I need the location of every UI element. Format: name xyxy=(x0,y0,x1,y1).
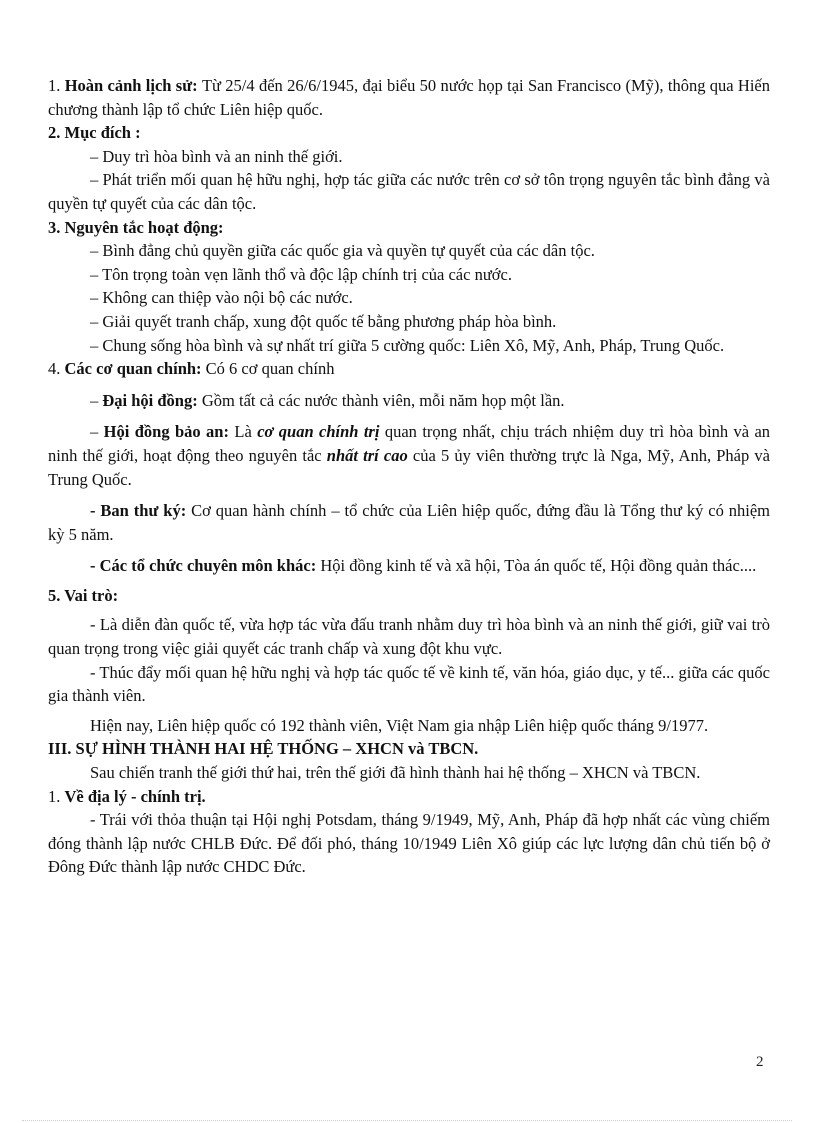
section-4-text: Có 6 cơ quan chính xyxy=(201,359,335,379)
section-3-item-2: – Tôn trọng toàn vẹn lãnh thổ và độc lập chính trị của các nước. xyxy=(90,264,512,284)
item-text: Hội đồng kinh tế và xã hội, Tòa án quốc tế, Hội đồng quản thác.... xyxy=(316,556,757,576)
item-heading: Ban thư ký: xyxy=(100,501,187,521)
dash: - xyxy=(90,556,100,576)
section-III-sub-heading: Về địa lý - chính trị. xyxy=(64,786,206,806)
item-text: Gồm tất cả các nước thành viên, mỗi năm họp một lần. xyxy=(197,390,565,410)
item-heading: Các tổ chức chuyên môn khác: xyxy=(99,556,317,576)
section-III-sub-heading-line xyxy=(48,785,770,809)
dash: – xyxy=(90,390,103,410)
section-2-item-1: – Duy trì hòa bình và an ninh thế giới. xyxy=(90,146,343,166)
item-text: của 5 ủy viên thường trực là Nga, Mỹ, Anh, Pháp và Trung Quốc. xyxy=(48,445,770,489)
emphasis-text: cơ quan chính trị xyxy=(257,422,380,442)
section-4-item-other-organizations xyxy=(48,554,770,578)
document-page xyxy=(48,74,770,879)
item-heading: Đại hội đồng: xyxy=(102,390,198,410)
page-number: 2 xyxy=(756,1054,764,1070)
section-5-heading: 5. Vai trò: xyxy=(48,585,119,605)
section-1-text: Từ 25/4 đến 26/6/1945, đại biểu 50 nước họp tại San Francisco (Mỹ), thông qua Hiến chương thành lập tổ chức Liên hiệp quốc. xyxy=(48,76,770,119)
emphasis-text: nhất trí cao xyxy=(326,445,408,465)
section-III-sub-number: 1. xyxy=(48,786,65,806)
section-5-item-1: - Là diễn đàn quốc tế, vừa hợp tác vừa đấu tranh nhằm duy trì hòa bình và an ninh thế giới, giữ vai trò quan trọng trong việc giải quyết các tranh chấp và xung đột khu vực. xyxy=(48,615,770,659)
section-1-paragraph xyxy=(48,74,770,121)
section-2-item-2: – Phát triển mối quan hệ hữu nghị, hợp tác giữa các nước trên cơ sở tôn trọng nguyên tắc bình đẳng và quyền tự quyết của các dân tộc. xyxy=(48,170,770,213)
section-1-heading: Hoàn cảnh lịch sử: xyxy=(64,76,202,95)
item-text: quan trọng nhất, chịu trách nhiệm duy trì hòa bình và an ninh thế giới, hoạt động theo nguyên tắc xyxy=(48,422,771,465)
section-5-item-3: Hiện nay, Liên hiệp quốc có 192 thành viên, Việt Nam gia nhập Liên hiệp quốc tháng 9/1977. xyxy=(90,715,709,735)
section-3-item-5: – Chung sống hòa bình và sự nhất trí giữa 5 cường quốc: Liên Xô, Mỹ, Anh, Pháp, Trung Quốc. xyxy=(90,335,725,355)
section-3-item-4: – Giải quyết tranh chấp, xung đột quốc tế bằng phương pháp hòa bình. xyxy=(90,311,557,331)
section-1-number: 1. xyxy=(48,76,65,95)
dash: – xyxy=(90,422,104,442)
section-III-intro: Sau chiến tranh thế giới thứ hai, trên thế giới đã hình thành hai hệ thống – XHCN và TBCN. xyxy=(90,763,701,783)
section-III-heading: III. SỰ HÌNH THÀNH HAI HỆ THỐNG – XHCN và TBCN. xyxy=(48,739,479,759)
section-3-heading: 3. Nguyên tắc hoạt động: xyxy=(48,217,224,237)
section-3-item-3: – Không can thiệp vào nội bộ các nước. xyxy=(90,288,353,308)
section-4-heading-line xyxy=(48,357,770,381)
section-4-number: 4. xyxy=(48,359,65,379)
section-4-item-general-assembly xyxy=(48,389,770,413)
section-3-item-1: – Bình đẳng chủ quyền giữa các quốc gia và quyền tự quyết của các dân tộc. xyxy=(90,241,595,261)
dash: - xyxy=(90,501,101,521)
section-III-item-1: - Trái với thỏa thuận tại Hội nghị Potsdam, tháng 9/1949, Mỹ, Anh, Pháp đã hợp nhất các vùng chiếm đóng thành lập nước CHLB Đức. Để đối phó, tháng 10/1949 Liên Xô giúp các lực lượng dân chủ tiến bộ ở Đông Đức thành lập nước CHDC Đức. xyxy=(48,810,770,877)
item-text: Cơ quan hành chính – tổ chức của Liên hiệp quốc, đứng đầu là Tổng thư ký có nhiệm kỳ 5 năm. xyxy=(48,501,770,544)
item-heading: Hội đồng bảo an: xyxy=(103,422,229,442)
footer-divider xyxy=(22,1120,792,1121)
section-2-heading: 2. Mục đích : xyxy=(48,123,141,143)
section-4-item-security-council xyxy=(48,420,770,491)
section-5-item-2: - Thúc đẩy mối quan hệ hữu nghị và hợp tác quốc tế về kinh tế, văn hóa, giáo dục, y tế... giữa các quốc gia thành viên. xyxy=(48,662,770,706)
section-4-item-secretariat xyxy=(48,499,770,546)
item-text: Là xyxy=(228,422,258,442)
section-4-heading: Các cơ quan chính: xyxy=(64,359,202,379)
